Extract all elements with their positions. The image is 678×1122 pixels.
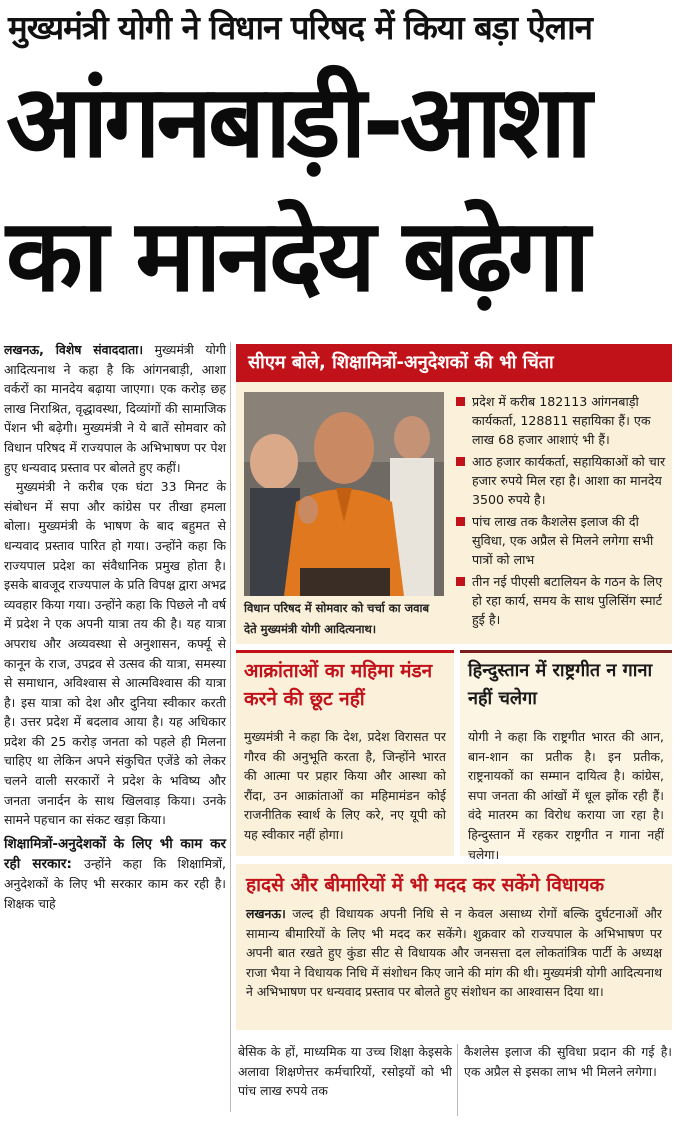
cm-box-heading: सीएम बोले, शिक्षामित्रों-अनुदेशकों की भी चिंता — [236, 344, 672, 382]
hindustan-body: योगी ने कहा कि राष्ट्रगीत भारत की आन, बान-शान का प्रतीक है। इन प्रतीक, राष्ट्रनायकों का सम्मान दायित्व है। कांग्रेस, सपा जनता की आंखों में धूल झोंक रही हैं। वंदे मातरम का विरोध कराया जा रहा है। हिन्दुस्तान में रहकर राष्ट्रगीत न गाना नहीं चलेगा। — [468, 729, 664, 862]
square-bullet-icon — [456, 457, 465, 466]
bottom-column-1: बेसिक के हों, माध्यमिक या उच्च शिक्षा केइसके अलावा शिक्षणेत्तर कर्मचारियों, रसोइयों को भी पांच लाख रुपये तक — [238, 1044, 452, 1099]
aakranta-title: आक्रांताओं का महिमा मंडन करने की छूट नहीं — [244, 660, 433, 710]
bullet-item: तीन नई पीएसी बटालियन के गठन के लिए हो रहा कार्य, समय के साथ पुलिसिंग स्मार्ट हुई है। — [454, 572, 666, 629]
aakranta-box — [236, 650, 454, 856]
cm-photo — [244, 392, 444, 596]
bullet-item: आठ हजार कार्यकर्ता, सहायिकाओं को चार हजार रुपये मिल रहा है। आशा का मानदेय 3500 रुपये है। — [454, 452, 666, 509]
bottom-divider — [457, 1044, 458, 1116]
main-story-column — [4, 340, 226, 1120]
dateline: लखनऊ, विशेष संवाददाता। — [4, 342, 144, 357]
hindustan-title: हिन्दुस्तान में राष्ट्रगीत न गाना नहीं चलेगा — [468, 660, 653, 709]
hadse-text: जल्द ही विधायक अपनी निधि से न केवल असाध्य रोगों बल्कि दुर्घटनाओं और सामान्य बीमारियों के लिए भी मदद कर सकेंगे। शुक्रवार को राज्यपाल के अभिभाषण पर अपनी बात रखते हुए कुंडा सीट से विधायक और जनसत्ता दल लोकतांत्रिक पार्टी के अध्यक्ष राजा भैया ने विधायक निधि में संशोधन किए जाने की मांग की थी। मुख्यमंत्री योगी आदित्यनाथ ने अभिभाषण पर धन्यवाद प्रस्ताव पर बोलते हुए संशोधन का आश्वासन दिया था। — [246, 906, 662, 1000]
cm-bullet-list — [454, 392, 666, 642]
hadse-body — [236, 902, 672, 1026]
square-bullet-icon — [456, 577, 465, 586]
bullet-item: प्रदेश में करीब 182113 आंगनबाड़ी कार्यकर्ता, 128811 सहायिका हैं। एक लाख 68 हजार आशाएं भी हैं। — [454, 392, 666, 449]
bottom-column-2: कैशलेस इलाज की सुविधा प्रदान की गई है। एक अप्रैल से इसका लाभ भी मिलने लगेगा। — [464, 1044, 672, 1079]
hadse-box — [236, 864, 672, 1030]
cm-sidebar-box — [236, 344, 672, 644]
square-bullet-icon — [456, 397, 465, 406]
main-headline-line2: का मानदेय बढ़ेगा — [6, 197, 587, 314]
main-headline-line1: आंगनबाड़ी-आशा — [6, 63, 589, 180]
cm-photo-illustration — [244, 392, 444, 596]
bullet-item: पांच लाख तक कैशलेस इलाज की दी सुविधा, एक अप्रैल से मिलने लगेगा सभी पात्रों को लाभ — [454, 512, 666, 569]
story-subhead — [4, 834, 226, 914]
photo-caption: विधान परिषद में सोमवार को चर्चा का जवाब देते मुख्यमंत्री योगी आदित्यनाथ। — [244, 601, 430, 636]
kicker-headline: मुख्यमंत्री योगी ने विधान परिषद में किया बड़ा ऐलान — [8, 8, 592, 47]
subhead-text: शिक्षामित्रों-अनुदेशकों के लिए भी काम कर रही सरकार: — [4, 835, 226, 872]
hindustan-box — [460, 650, 672, 862]
story-paragraph-2: मुख्यमंत्री ने करीब एक घंटा 33 मिनट के संबोधन में सपा और कांग्रेस पर तीखा हमला बोला। मुख्यमंत्री के भाषण के बाद बहुमत से धन्यवाद प्रस्ताव पारित हो गया। उन्होंने कहा कि राज्यपाल प्रदेश का संवैधानिक प्रमुख होता है। इसके बावजूद राज्यपाल के प्रति विपक्ष द्वारा अभद्र व्यवहार किया गया। उन्होंने कहा कि पिछले नौ वर्ष में प्रदेश ने एक अपनी यात्रा तय की है। यह यात्रा अपराध और अव्यवस्था से अनुशासन, कर्फ्यू से कानून के राज, उपद्रव से उत्सव की यात्रा, समस्या से समाधान, अविश्वास से आत्मविश्वास की यात्रा है। इस यात्रा को देश और दुनिया स्वीकार करती है। उत्तर प्रदेश में बदलाव आया है। यह अधिकार प्रदेश की 25 करोड़ जनता को पहले ही मिलना चाहिए था लेकिन अपने संकुचित एजेंडे को लेकर चलने वाली सरकारों ने प्रदेश के भविष्य और जनता जनार्दन के साथ खिलवाड़ किया। उनके सामने पहचान का संकट खड़ा किया। — [4, 479, 226, 828]
hadse-title: हादसे और बीमारियों में भी मदद कर सकेंगे विधायक — [246, 874, 605, 896]
square-bullet-icon — [456, 517, 465, 526]
hadse-dateline: लखनऊ। — [246, 906, 286, 921]
column-divider — [230, 342, 231, 1112]
story-paragraph-3: उन्होंने कहा कि शिक्षामित्रों, अनुदेशकों के लिए भी सरकार काम कर रही है। शिक्षक चाहे — [4, 855, 226, 911]
aakranta-body: मुख्यमंत्री ने कहा कि देश, प्रदेश विरासत पर गौरव की अनुभूति करता है, जिन्होंने भारत की आत्मा पर प्रहार किया और आस्था को रौंदा, उन आक्रांताओं का महिमामंडन कोई राजनीतिक स्वार्थ के लिए करे, नए यूपी को यह स्वीकार नहीं होगा। — [244, 729, 446, 842]
story-paragraph-1: मुख्यमंत्री योगी आदित्यनाथ ने कहा है कि आंगनबाड़ी, आशा वर्करों का मानदेय बढ़ाया जाएगा। एक करोड़ छह लाख निराश्रित, वृद्धावस्था, दिव्यांगों की सामाजिक पेंशन भी बढ़ेगी। मुख्यमंत्री ने ये बातें सोमवार को विधान परिषद में राज्यपाल के अभिभाषण पर पेश हुए धन्यवाद प्रस्ताव पर बोलते हुए कहीं। — [4, 342, 226, 475]
